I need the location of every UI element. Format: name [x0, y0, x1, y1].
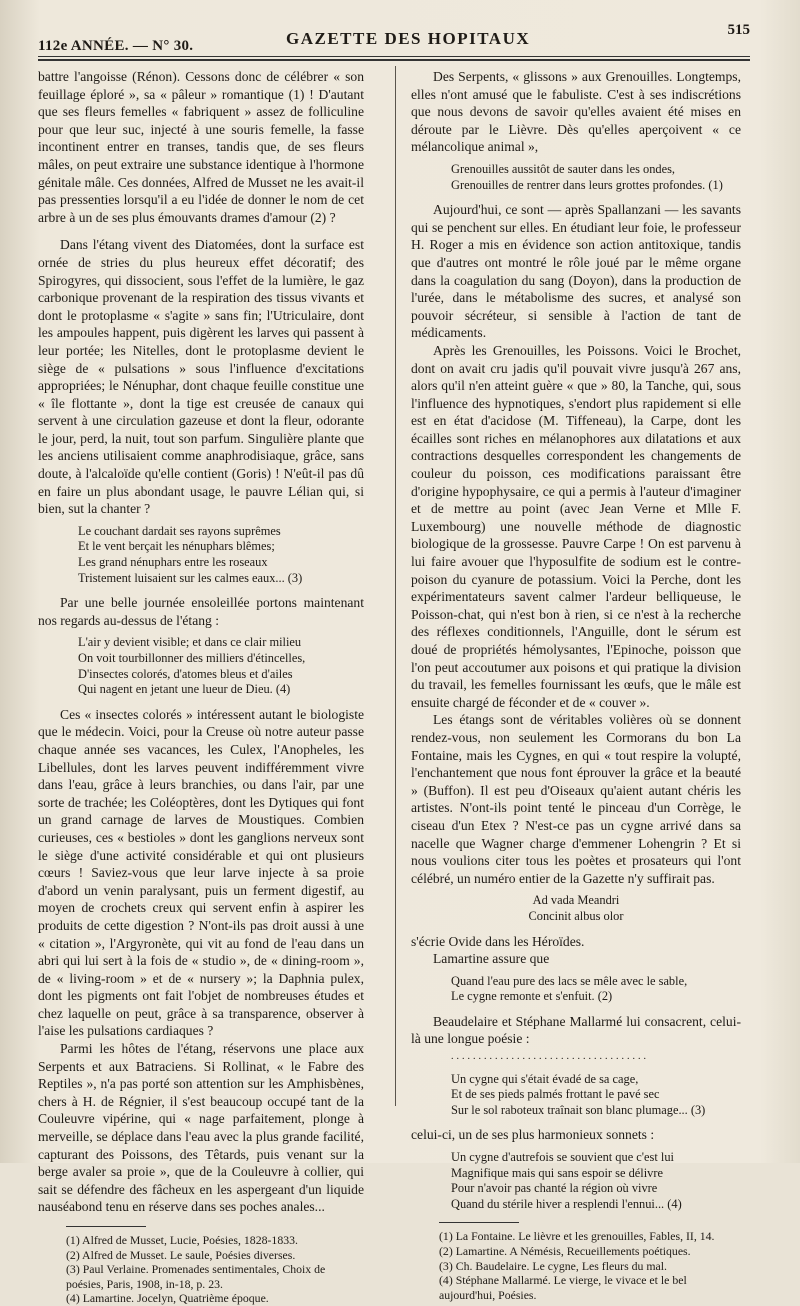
column-divider [395, 66, 396, 1106]
verse-line: Pour n'avoir pas chanté la région où vivre [451, 1181, 658, 1196]
verse-line: L'air y devient visible; et dans ce clair milieu [78, 635, 302, 650]
verse-line: Un cygne d'autrefois se souvient que c'est lui [451, 1150, 674, 1165]
verse-line: Les grand nénuphars entre les roseaux [78, 555, 268, 570]
paragraph: Beaudelaire et Stéphane Mallarmé lui consacrent, celui-là une longue poésie : [411, 1013, 741, 1047]
right-column [411, 68, 741, 1302]
verse-line: On voit tourbillonner des milliers d'étincelles, [78, 651, 306, 665]
verse-line: Le cygne remonte et s'enfuit. (2) [451, 989, 613, 1004]
verse-quote [451, 162, 741, 193]
verse-line: Magnifique mais qui sans espoir se délivre [451, 1165, 663, 1180]
verse-line: Grenouilles de rentrer dans leurs grottes profondes. (1) [451, 177, 723, 192]
footnote: (1) Alfred de Musset, Lucie, Poésies, 1828-1833. [66, 1233, 298, 1247]
journal-title: GAZETTE DES HOPITAUX [286, 29, 531, 48]
footnote: (1) La Fontaine. Le lièvre et les grenouilles, Fables, II, 14. [439, 1229, 715, 1244]
paragraph: Après les Grenouilles, les Poissons. Voici le Brochet, dont on avait cru jadis qu'il pouvait vivre jusqu'à 267 ans, alors qu'il n'en atteint guère « que » 80, la Tanche, qui, sous l'influence des hypnotiques, s'endort plus rapidement si elle est en état d'acidose (M. Tiffeneau), la Carpe, dont les écailles sont riches en mélanophores aux dilatations et aux contractions desquelles correspondent les changements de couleur du poisson, ces modifications paraissant être d'origine hypophysaire, ce qui a permis à l'auteur d'imaginer et de mettre au point (avec Jean Verne et Mlle F. Luxembourg) une nouvelle méthode de diagnostic biologique de la grossesse. Pauvre Carpe ! On est parvenu à lui faire avouer que l'hyposulfite de sodium est le contre-poison du cyanure de potassium. Voici la Perche, dont les expérimentateurs savent calmer l'ardeur belliqueuse, le Poisson-chat, qui n'est bon à rien, si ce n'est à la recherche des réflexes conditionnels, l'Anguille, dont le sérum est doué de propriétés hémolysantes, l'Epinoche, poisson que l'on peut accoutumer aux poisons et qui pratique la division du travail, les femelles fournissant les œufs, que le mâle est ensuite chargé de féconder et de « couver ». [411, 342, 741, 710]
header-rule-thick [38, 59, 750, 61]
verse-line: Ad vada Meandri [532, 893, 620, 908]
verse-line: Le couchant dardait ses rayons suprêmes [78, 523, 281, 538]
footnote: (2) Alfred de Musset. Le saule, Poésies diverses. [66, 1247, 296, 1262]
paragraph: Dans l'étang vivent des Diatomées, dont la surface est ornée de stries du plus heureux effet décoratif; des Spirogyres, qui dissocient, sous l'effet de la lumière, le gaz carbonique provenant de la respiration des tissus vivants et dont le protoplasme « s'agite » sans fin; l'Utriculaire, dont les ampoules happent, puis digèrent les larves qui passent à leur portée; les Nitelles, dont le protoplasme devient le siège de « pulsations » sous l'influence d'excitations appropriées; le Nénuphar, dont chaque feuille constitue une « île flottante », dont la tige est creusée de canaux qui servent à une circulation gazeuse et dont la fleur, odorante le jour, perd, la nuit, tout son parfum. Singulière plante que les anciens utilisaient comme anaphrodisiaque, grâce, sans doute, à l'alcaloïde qu'elle contient (Goris) ! N'eût-il pas dû en faire un plus abondant usage, le pauvre Lélian qui, si bien, sut la chanter ? [38, 237, 364, 517]
verse-line: Quand l'eau pure des lacs se mêle avec le sable, [451, 973, 688, 988]
paragraph: Parmi les hôtes de l'étang, réservons une place aux Serpents et aux Batraciens. Si Rollinat, « le Fabre des Reptiles », n'a pas porté son attention sur les Amphisbènes, chers à H. de Régnier, il s'est beaucoup occupé tant de la Couleuvre vipérine, qui « nage parfaitement, plonge à merveille, se déplace dans l'eau avec la plus grande facilité, capturant des Poissons, des Têtards, puis venant sur la berge avaler sa proie », que de la Couleuvre à collier, qui sait se défendre des fâcheux en les aspergeant d'un liquide nauséabond tenu en réserve dans ses poches anales... [38, 1041, 364, 1215]
verse-line: Et de ses pieds palmés frottant le pavé sec [451, 1087, 660, 1102]
verse-line: D'insectes colorés, d'atomes bleus et d'ailes [78, 666, 293, 681]
verse-quote [78, 524, 364, 586]
verse-line: Concinit albus olor [528, 908, 624, 923]
paragraph: Par une belle journée ensoleillée portons maintenant nos regards au-dessus de l'étang : [38, 595, 364, 628]
footnote: (4) Lamartine. Jocelyn, Quatrième époque. [66, 1291, 269, 1306]
left-column [38, 68, 364, 1306]
page-number: 515 [727, 22, 750, 38]
verse-line: Grenouilles aussitôt de sauter dans les ondes, [451, 161, 676, 176]
paragraph: Des Serpents, « glissons » aux Grenouilles. Longtemps, elles n'ont amusé que le fabuliste. C'est à ses indiscrétions que nous devons de savoir qu'elles avaient été mises en déroute par le Lièvre. Dès qu'elles aperçoivent « ce mélancolique animal », [411, 69, 741, 155]
footnote: (3) Ch. Baudelaire. Le cygne, Les fleurs du mal. [439, 1258, 667, 1273]
paragraph: Les étangs sont de véritables volières où se donnent rendez-vous, non seulement les Cormorans du bon La Fontaine, mais les Cygnes, en qui « tout respire la volupté, l'enchantement que nous font éprouver la grâce et la beauté » (Buffon). Il est peu d'Oiseaux qu'aient autant chéris les artistes. N'ont-ils point tenté le pinceau d'un Corrège, le ciseau d'un Etex ? N'est-ce pas un cygne arrivé dans sa nacelle que Wagner charge d'emmener Lohengrin ? Et si nous voulions citer tous les poètes et prosateurs qui l'ont célébré, un numéro entier de la Gazette n'y suffirait pas. [411, 712, 741, 886]
verse-quote [78, 635, 364, 697]
verse-quote [451, 974, 741, 1005]
verse-line: Qui nagent en jetant une lueur de Dieu. (4) [78, 682, 291, 697]
footnote-rule [439, 1222, 519, 1223]
verse-quote [451, 1072, 741, 1119]
header-rule [38, 56, 750, 57]
footnote: (2) Lamartine. A Némésis, Recueillements poétiques. [439, 1244, 691, 1258]
paragraph: Lamartine assure que [433, 951, 550, 967]
footnote-rule [66, 1226, 146, 1227]
verse-line: Et le vent berçait les nénuphars blêmes; [78, 539, 275, 554]
verse-quote [451, 1150, 741, 1212]
paragraph: battre l'angoisse (Rénon). Cessons donc de célébrer « son feuillage éploré », sa « pâleur » romantique (1) ! D'autant que ses fleurs femelles « fabriquent » assez de folliculine pour que leur suc, injecté à une souris femelle, la fasse incontinent entrer en transes, tandis que, de ses fleurs mâles, on peut extraire une substance identique à l'hormone génitale mâle. Ces données, Alfred de Musset ne les avait-il pas pressenties lorsqu'il a eu l'idée de donner le nom de cet arbre à un de ses plus émouvants drames d'amour (2) ? [38, 69, 364, 225]
paragraph: celui-ci, un de ses plus harmonieux sonnets : [411, 1127, 655, 1143]
issue-number: 112e ANNÉE. — N° 30. [38, 38, 194, 54]
verse-line: Sur le sol raboteux traînait son blanc plumage... (3) [451, 1102, 706, 1117]
verse-quote [411, 893, 741, 924]
ellipsis-line: .................................... [451, 1051, 649, 1063]
paragraph: Ces « insectes colorés » intéressent autant le biologiste que le médecin. Voici, pour la Creuse où notre auteur passe chaque année ses vacances, les Culex, l'Anopheles, les Libellules, dont les larves peuvent indifféremment vivre dans l'eau, grâce à leurs branchies, ou dans l'air, par une sorte de trachée; les Coléoptères, dont les Dytiques qui font un grand carnage de larves de Moustiques. Combien curieuses, ces « bestioles » dont les ganglions nerveux sont le siège d'une activité considérable et qui ont plusieurs cœurs ! Saviez-vous que leur larve injecte à sa proie d'abord un venin paralysant, puis un ferment digestif, au moyen de crochets creux qui servent enfin à aspirer les produits de cette digestion ? N'ont-ils pas droit aussi à une « citation », l'Argyronète, qui vit au fond de l'eau dans un abri qui lui sert à la fois de « studio », de « dining-room », de « living-room » et de « nursery »; la Daphnia pulex, dont les pigments ont fait l'objet de nombreuses études et chez laquelle on peut, grâce à sa transparence, observer à l'aise les pulsations cardiaques ? [38, 706, 364, 1039]
verse-line: Un cygne qui s'était évadé de sa cage, [451, 1071, 639, 1086]
footnote: (4) Stéphane Mallarmé. Le vierge, le vivace et le bel aujourd'hui, Poésies. [439, 1273, 687, 1302]
page-header [38, 24, 750, 56]
verse-line: Quand du stérile hiver a resplendi l'ennui... (4) [451, 1196, 682, 1211]
paragraph: Aujourd'hui, ce sont — après Spallanzani — les savants qui se penchent sur elles. En étudiant leur foie, le professeur H. Roger a mis en évidence son action antitoxique, tandis que d'autres ont montré le rôle joué par le même organe dans la coagulation du sang (Doyon), dans la production de l'urée, dans le métabolisme des sucres, et analysé son pouvoir sécréteur, si sensible à l'action de tant de médicaments. [411, 202, 741, 341]
footnote: (3) Paul Verlaine. Promenades sentimentales, Choix de poésies, Paris, 1908, in-18, p. 23. [66, 1262, 326, 1291]
verse-line: Tristement luisaient sur les calmes eaux... (3) [78, 570, 303, 585]
paragraph: s'écrie Ovide dans les Héroïdes. [411, 933, 585, 949]
